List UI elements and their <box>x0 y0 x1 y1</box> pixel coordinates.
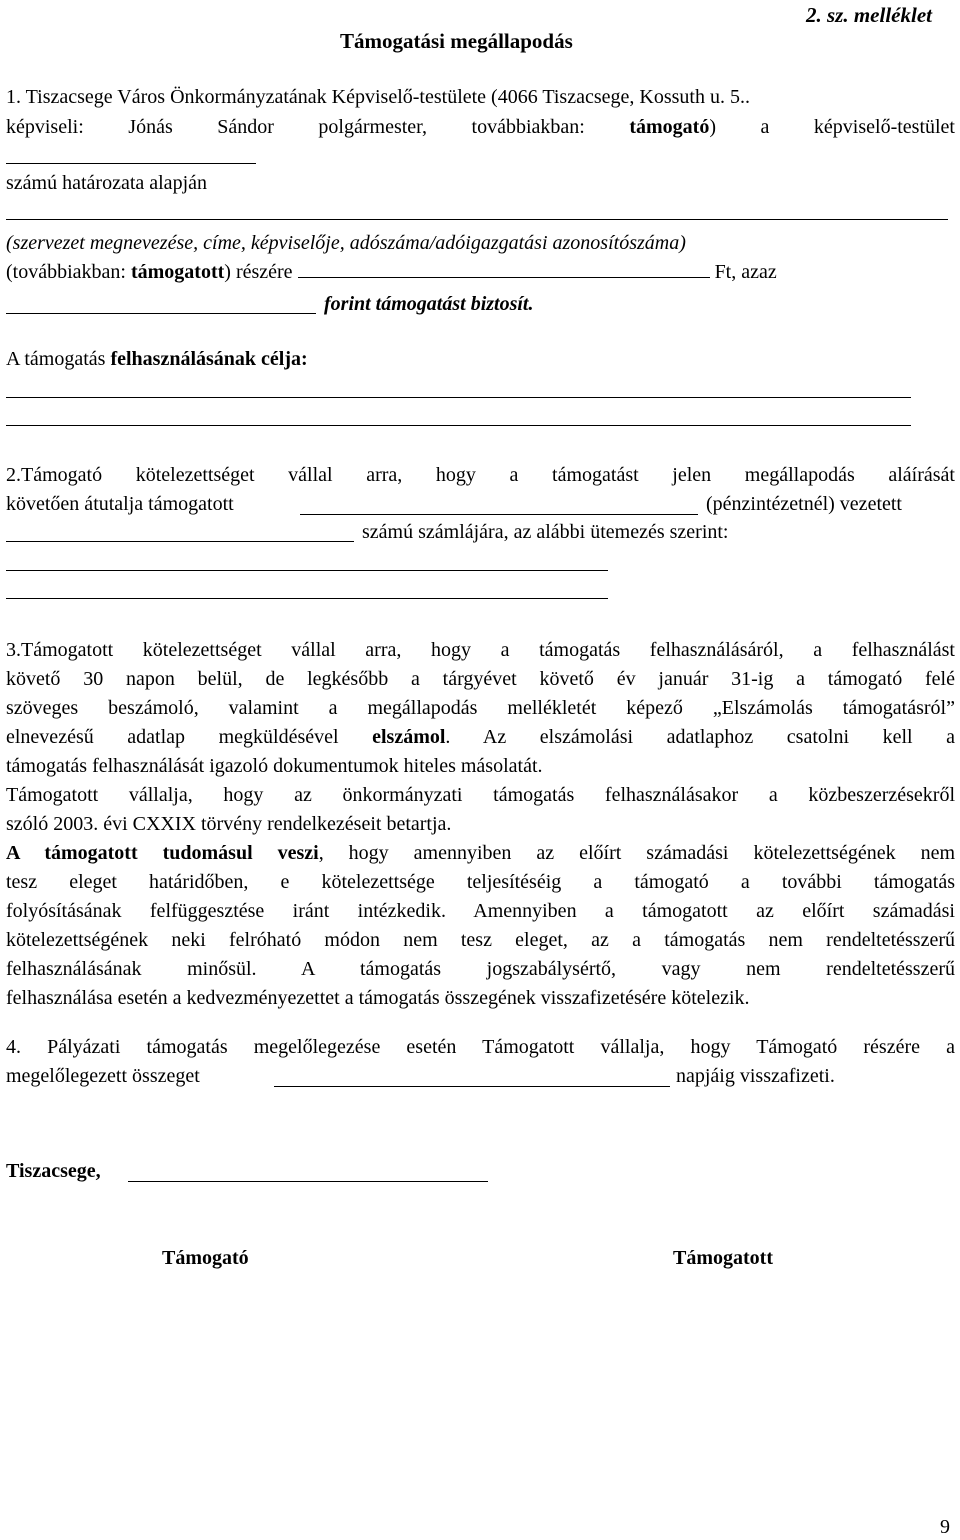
section4-l1-text: 4. Pályázati támogatás megelőlegezése esetén Támogatott vállalja, hogy Támogató részére a <box>6 1036 955 1058</box>
supporter-term: támogató <box>629 116 710 138</box>
page-number: 9 <box>940 1516 950 1538</box>
section3-l4 <box>6 723 955 752</box>
document-title: Támogatási megállapodás <box>340 29 573 53</box>
section1-line2-post: ) a képviselő-testület <box>709 116 955 138</box>
section1-line2-pre: képviseli: Jónás Sándor polgármester, továbbiakban: <box>6 116 630 138</box>
section4-line1 <box>6 1034 955 1060</box>
schedule-blank-1 <box>6 570 608 571</box>
annex-label: 2. sz. melléklet <box>806 3 932 27</box>
section3-l13: felhasználása esetén a kedvezményezettet a támogatás összegének visszafizetésére kötelezik. <box>6 987 750 1009</box>
schedule-blank-2 <box>6 598 608 599</box>
organization-caption: (szervezet megnevezése, címe, képviselője, adószáma/adóigazgatási azonosítószáma) <box>6 232 686 254</box>
section1-line6: forint támogatást biztosít. <box>324 293 534 315</box>
section3-l4-post: . Az elszámolási adatlaphoz csatolni kell a <box>445 726 955 748</box>
section2-line1-text: 2.Támogató kötelezettséget vállal arra, hogy a támogatást jelen megállapodás aláírását <box>6 464 955 486</box>
bank-blank <box>300 514 698 515</box>
account-number-blank <box>6 541 354 542</box>
section3-l8 <box>6 839 955 868</box>
section2-line3: számú számlájára, az alábbi ütemezés szerint: <box>362 521 729 543</box>
section3-l1: 3.Támogatott kötelezettséget vállal arra, hogy a támogatás felhasználásáról, a felhasználást <box>6 639 955 661</box>
purpose-blank-2 <box>6 425 911 426</box>
section3-l8-post: , hogy amennyiben az előírt számadási kötelezettségének nem <box>318 842 956 864</box>
section3-l12: felhasználásának minősül. A támogatás jogszabálysértő, vagy nem rendeltetésszerű <box>6 958 955 980</box>
amount-blank <box>298 259 710 278</box>
supporter-signature-label: Támogató <box>162 1247 249 1269</box>
section3-l4-pre: elnevezésű adatlap megküldésével <box>6 726 373 748</box>
section2-line2-pre: követően átutalja támogatott <box>6 493 234 515</box>
section1-line5-pre: (továbbiakban: <box>6 261 131 283</box>
supported-term: támogatott <box>130 261 225 283</box>
section3-paragraph <box>6 636 955 1013</box>
section2-line1 <box>6 462 955 488</box>
section1-line5-mid: ) részére <box>224 261 298 283</box>
section3-l2: követő 30 napon belül, de legkésőbb a tárgyévet követő év január 31-ig a támogató felé <box>6 668 955 690</box>
purpose-heading <box>6 346 308 372</box>
section4-line2-post: napjáig visszafizeti. <box>676 1065 835 1087</box>
section3-l3: szöveges beszámoló, valamint a megállapodás mellékletét képező „Elszámolás támogatásról” <box>6 697 955 719</box>
acknowledgement-term: A támogatott tudomásul veszi <box>6 842 319 864</box>
date-blank <box>128 1181 488 1182</box>
section3-l7: szóló 2003. évi CXXIX törvény rendelkezéseit betartja. <box>6 813 452 835</box>
section1-line2 <box>6 114 955 140</box>
purpose-bold: felhasználásának célja: <box>110 348 308 370</box>
place-label: Tiszacsege, <box>6 1160 101 1182</box>
purpose-pre: A támogatás <box>6 348 111 370</box>
section3-l9: tesz eleget határidőben, e kötelezettsége teljesítéséig a támogató a további támogatás <box>6 871 955 893</box>
resolution-number-blank <box>6 163 256 164</box>
purpose-blank-1 <box>6 397 911 398</box>
section4-line2-pre: megelőlegezett összeget <box>6 1065 200 1087</box>
section3-l10: folyósításának felfüggesztése iránt intézkedik. Amennyiben a támogatott az előírt számadási <box>6 900 955 922</box>
section3-l11: kötelezettségének neki felróható módon nem tesz eleget, az a támogatás nem rendeltetésszerű <box>6 929 955 951</box>
section1-line5-post: Ft, azaz <box>709 261 777 283</box>
repayment-date-blank <box>274 1086 670 1087</box>
supported-signature-label: Támogatott <box>673 1247 773 1269</box>
section1-line1: 1. Tiszacsege Város Önkormányzatának Képviselő-testülete (4066 Tiszacsege, Kossuth u. 5.. <box>6 86 750 108</box>
settles-term: elszámol <box>372 726 446 748</box>
section3-l6: Támogatott vállalja, hogy az önkormányzati támogatás felhasználásakor a közbeszerzésekről <box>6 784 955 806</box>
section2-line2-post: (pénzintézetnél) vezetett <box>706 493 902 515</box>
amount-words-blank <box>6 313 316 314</box>
section1-line5 <box>6 259 777 285</box>
section1-line3: számú határozata alapján <box>6 172 207 194</box>
organization-blank <box>6 219 948 220</box>
section3-l5: támogatás felhasználását igazoló dokumentumok hiteles másolatát. <box>6 755 543 777</box>
